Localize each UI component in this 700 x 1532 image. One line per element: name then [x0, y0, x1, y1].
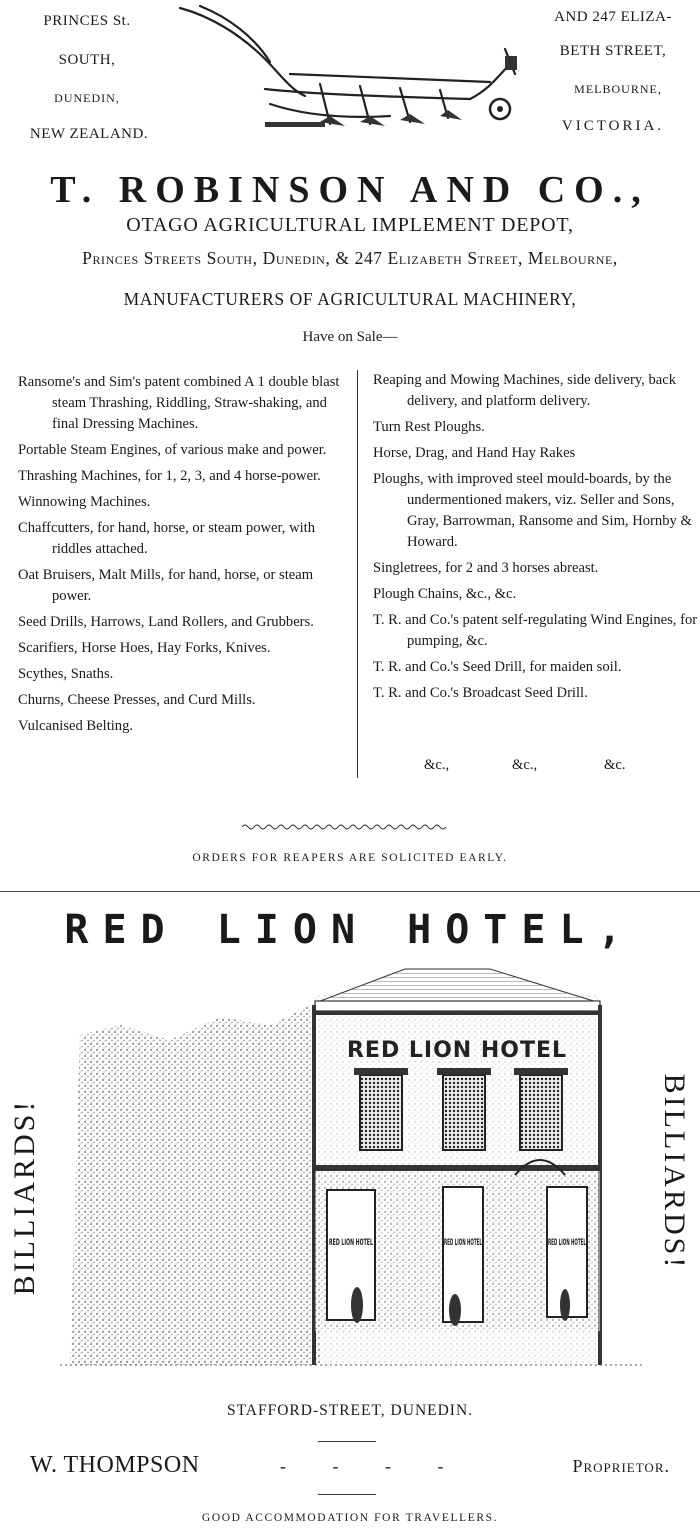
list-item: Oat Bruisers, Malt Mills, for hand, horse, or steam power. — [18, 567, 314, 604]
etc-item-1: &c., — [424, 757, 450, 773]
list-item: Scythes, Snaths. — [18, 666, 114, 682]
list-item: Portable Steam Engines, of various make and power. — [18, 442, 327, 458]
list-item: Turn Rest Ploughs. — [373, 419, 485, 435]
right-product-list — [373, 370, 698, 709]
depot-title: OTAGO AGRICULTURAL IMPLEMENT DEPOT, — [126, 214, 574, 236]
list-item: Scarifiers, Horse Hoes, Hay Forks, Knives. — [18, 640, 271, 656]
have-on-sale: Have on Sale— — [302, 329, 398, 345]
list-item: Horse, Drag, and Hand Hay Rakes — [373, 445, 576, 461]
list-item: Thrashing Machines, for 1, 2, 3, and 4 horse-power. — [18, 468, 321, 484]
etc-item-2: &c., — [512, 757, 538, 773]
plough-illustration — [170, 4, 530, 144]
hotel-title: RED LION HOTEL, — [64, 907, 636, 953]
billiards-right — [652, 1050, 696, 1300]
left-address-line-2: SOUTH, — [58, 52, 116, 68]
accommodation-note: GOOD ACCOMMODATION FOR TRAVELLERS. — [201, 1512, 499, 1524]
billiards-left — [3, 1080, 47, 1320]
door-sign-left: RED LION HOTEL — [329, 1238, 374, 1248]
proprietor-dashes: - - - - — [280, 1456, 444, 1476]
wavy-rule — [242, 823, 448, 831]
list-item: Vulcanised Belting. — [18, 718, 134, 734]
list-item: T. R. and Co.'s patent self-regulating Wind Engines, for pumping, &c. — [373, 612, 698, 649]
orders-note: ORDERS FOR REAPERS ARE SOLICITED EARLY. — [192, 852, 508, 864]
left-address-line-1: PRINCES St. — [43, 13, 131, 29]
right-address-line-1: AND 247 ELIZA- — [554, 9, 672, 25]
firm-name: T. ROBINSON AND CO., — [50, 169, 650, 211]
right-address-line-4: VICTORIA. — [561, 118, 665, 134]
list-item: T. R. and Co.'s Seed Drill, for maiden soil. — [373, 659, 622, 675]
list-item: Ransome's and Sim's patent combined A 1 double blast steam Thrashing, Riddling, Straw-shaking, and final Dressing Machines. — [18, 374, 340, 432]
hotel-illustration — [60, 965, 645, 1375]
etc-item-3: &c. — [604, 757, 626, 773]
list-item: Reaping and Mowing Machines, side delivery, back delivery, and platform delivery. — [373, 372, 677, 409]
left-address-line-3: DUNEDIN, — [54, 91, 120, 105]
proprietor-name: W. THOMPSON — [30, 1452, 200, 1478]
short-rule-bottom — [318, 1494, 376, 1495]
hotel-sign: RED LION HOTEL — [346, 1038, 568, 1063]
short-rule-top — [318, 1441, 376, 1442]
right-address-line-2: BETH STREET, — [559, 43, 667, 59]
list-item: Plough Chains, &c., &c. — [373, 586, 517, 602]
list-item: Seed Drills, Harrows, Land Rollers, and Grubbers. — [18, 614, 314, 630]
list-item: T. R. and Co.'s Broadcast Seed Drill. — [373, 685, 588, 701]
door-sign-right: RED LION HOTEL — [548, 1238, 587, 1248]
proprietor-row — [30, 1452, 670, 1484]
list-item: Ploughs, with improved steel mould-boards, by the undermentioned makers, viz. Seller and Sons, Gray, Barrowman, Ransome and Sim, Hornby & Howard. — [373, 471, 692, 550]
billiards-left-text: BILLIARDS! — [8, 1098, 41, 1296]
billiards-right-text: BILLIARDS! — [658, 1073, 691, 1271]
left-address-line-4: NEW ZEALAND. — [29, 126, 149, 142]
left-product-list — [18, 372, 340, 742]
section-divider — [0, 891, 700, 892]
door-sign-center: RED LION HOTEL — [444, 1238, 483, 1248]
list-item: Winnowing Machines. — [18, 494, 151, 510]
list-item: Chaffcutters, for hand, horse, or steam power, with riddles attached. — [18, 520, 316, 557]
manufacturers-line: MANUFACTURERS OF AGRICULTURAL MACHINERY, — [123, 289, 577, 309]
right-address-line-3: MELBOURNE, — [574, 82, 662, 96]
proprietor-title: Proprietor. — [572, 1456, 670, 1476]
list-item: Singletrees, for 2 and 3 horses abreast. — [373, 560, 599, 576]
list-item: Churns, Cheese Presses, and Curd Mills. — [18, 692, 256, 708]
hotel-address: STAFFORD-STREET, DUNEDIN. — [226, 1402, 474, 1419]
firm-address: Princes Streets South, Dunedin, & 247 Elizabeth Street, Melbourne, — [82, 248, 618, 268]
column-divider — [357, 370, 358, 778]
